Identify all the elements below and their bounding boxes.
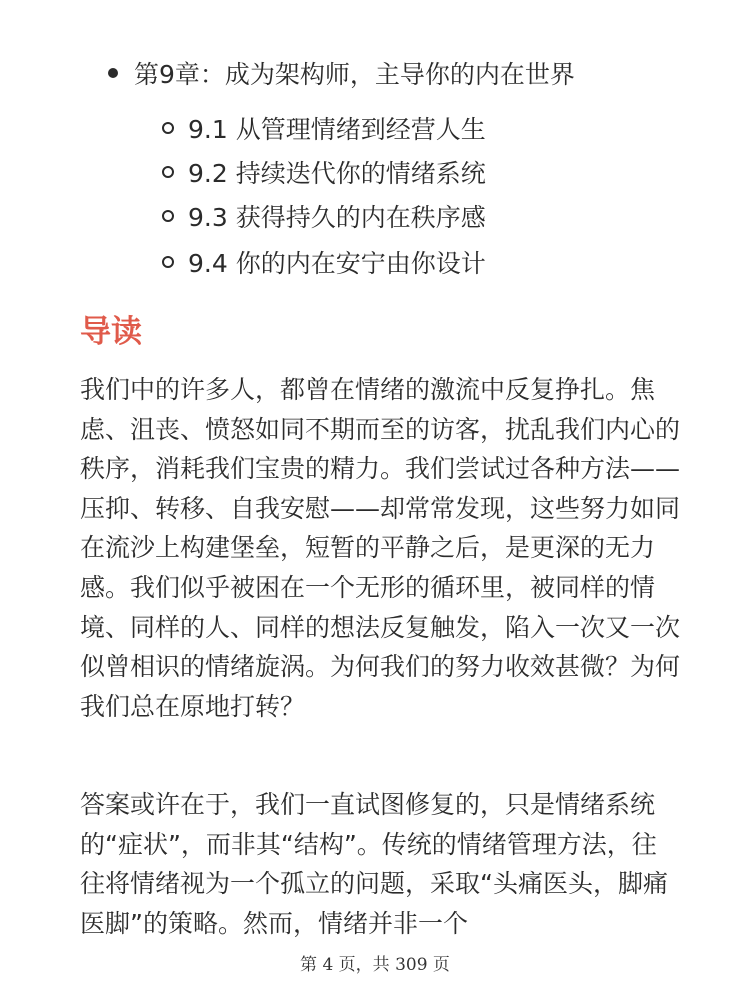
- toc-section-label: 9.3 获得持久的内在秩序感: [188, 203, 486, 232]
- body-paragraph: 答案或许在于，我们一直试图修复的，只是情绪系统的“症状”，而非其“结构”。传统的情绪管理方法，往往将情绪视为一个孤立的问题，采取“头痛医头，脚痛医脚”的策略。然而，情绪并非一个: [80, 790, 668, 938]
- toc-chapter-label: 第9章：成为架构师，主导你的内在世界: [134, 60, 575, 89]
- toc-section-label: 9.1 从管理情绪到经营人生: [188, 115, 486, 144]
- body-paragraph: 我们中的许多人，都曾在情绪的激流中反复挣扎。焦虑、沮丧、愤怒如同不期而至的访客，扰乱我们内心的秩序，消耗我们宝贵的精力。我们尝试过各种方法——压抑、转移、自我安慰——却常常发现，这些努力如同在流沙上构建堡垒，短暂的平静之后，是更深的无力感。我们似乎被困在一个无形的循环里，被同样的情境、同样的人、同样的想法反复触发，陷入一次又一次似曾相识的情绪旋涡。为何我们的努力收效甚微？为何我们总在原地打转？: [80, 375, 681, 721]
- page-footer: 第 4 页，共 309 页: [300, 955, 450, 975]
- toc-section-label: 9.2 持续迭代你的情绪系统: [188, 159, 486, 188]
- toc-section-label: 9.4 你的内在安宁由你设计: [188, 249, 486, 278]
- section-heading: 导读: [80, 314, 142, 350]
